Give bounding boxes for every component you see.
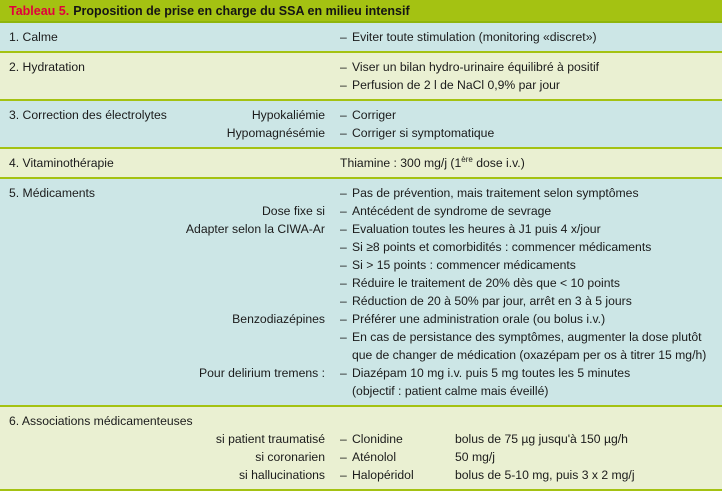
row-qualifier: Hypokaliémie (251, 108, 325, 122)
row-line (0, 58, 722, 76)
bullet-dash-icon: – (340, 258, 347, 272)
row-dose-text: bolus de 75 µg jusqu'à 150 µg/h (455, 432, 628, 446)
row-body-text: Perfusion de 2 l de NaCl 0,9% par jour (352, 78, 560, 92)
row-body-text: Eviter toute stimulation (monitoring «discret») (352, 30, 597, 44)
bullet-dash-icon: – (340, 312, 347, 326)
row-line (0, 124, 722, 142)
row-body-text: Préférer une administration orale (ou bolus i.v.) (352, 312, 606, 326)
ordinal-superscript: ère (461, 154, 473, 164)
row-line (0, 448, 722, 466)
table-body (0, 23, 722, 491)
row-title: 6. Associations médicamenteuses (9, 414, 193, 428)
bullet-dash-icon: – (340, 108, 347, 122)
bullet-dash-icon: – (340, 276, 347, 290)
bullet-dash-icon: – (340, 126, 347, 140)
row-dose-text: 50 mg/j (455, 450, 495, 464)
row-line (0, 346, 722, 364)
row-body-text: Si > 15 points : commencer médicaments (352, 258, 576, 272)
table-row (0, 101, 722, 149)
row-line (0, 256, 722, 274)
row-line (0, 292, 722, 310)
row-body-text: En cas de persistance des symptômes, augmenter la dose plutôt (352, 330, 702, 344)
row-body-text: Si ≥8 points et comorbidités : commencer médicaments (352, 240, 652, 254)
bullet-dash-icon: – (340, 366, 347, 380)
table-row (0, 23, 722, 53)
row-body-text: Pas de prévention, mais traitement selon symptômes (352, 186, 639, 200)
bullet-dash-icon: – (340, 330, 347, 344)
row-body-text: Réduction de 20 à 50% par jour, arrêt en 3 à 5 jours (352, 294, 632, 308)
row-title: 1. Calme (9, 30, 58, 44)
row-title: 5. Médicaments (9, 186, 96, 200)
bullet-dash-icon: – (340, 222, 347, 236)
row-line (0, 202, 722, 220)
row-line (0, 328, 722, 346)
row-qualifier: si patient traumatisé (215, 432, 325, 446)
row-body-text: Diazépam 10 mg i.v. puis 5 mg toutes les 5 minutes (352, 366, 631, 380)
row-body-text: Corriger si symptomatique (352, 126, 495, 140)
table-row (0, 149, 722, 179)
row-body-text: Réduire le traitement de 20% dès que < 10 points (352, 276, 620, 290)
bullet-dash-icon: – (340, 60, 347, 74)
caption-title: Proposition de prise en charge du SSA en milieu intensif (73, 3, 410, 18)
table-caption-header (0, 0, 722, 23)
row-qualifier: si hallucinations (238, 468, 325, 482)
bullet-dash-icon: – (340, 450, 347, 464)
row-qualifier: Pour delirium tremens : (199, 366, 325, 380)
bullet-dash-icon: – (340, 432, 347, 446)
row-qualifier: si coronarien (255, 450, 325, 464)
row-body-text: que de changer de médication (oxazépam per os à titrer 15 mg/h) (352, 348, 707, 362)
row-body-text: Corriger (352, 108, 397, 122)
row-body-text: (objectif : patient calme mais éveillé) (352, 384, 549, 398)
row-dose-text: bolus de 5-10 mg, puis 3 x 2 mg/j (455, 468, 635, 482)
row-line (0, 106, 722, 124)
bullet-dash-icon: – (340, 186, 347, 200)
bullet-dash-icon: – (340, 204, 347, 218)
row-line (0, 76, 722, 94)
row-body-text: Thiamine : 300 mg/j (1ère dose i.v.) (340, 154, 525, 170)
row-body-text: Antécédent de syndrome de sevrage (352, 204, 552, 218)
row-title-line (0, 412, 722, 430)
table-row (0, 179, 722, 407)
row-line (0, 274, 722, 292)
row-title: 2. Hydratation (9, 60, 85, 74)
row-line (0, 364, 722, 382)
row-body-text: Halopéridol (352, 468, 414, 482)
row-title: 4. Vitaminothérapie (9, 156, 114, 170)
row-body-text: Clonidine (352, 432, 403, 446)
bullet-dash-icon: – (340, 78, 347, 92)
row-title: 3. Correction des électrolytes (9, 108, 167, 122)
row-line (0, 220, 722, 238)
row-line (0, 28, 722, 46)
row-body-text: Aténolol (352, 450, 397, 464)
row-qualifier: Adapter selon la CIWA-Ar (185, 222, 325, 236)
table-row (0, 407, 722, 491)
row-body-text: Viser un bilan hydro-urinaire équilibré à positif (352, 60, 600, 74)
row-line (0, 184, 722, 202)
table-row (0, 53, 722, 101)
row-qualifier: Benzodiazépines (232, 312, 325, 326)
row-line (0, 310, 722, 328)
bullet-dash-icon: – (340, 294, 347, 308)
row-line (0, 154, 722, 172)
bullet-dash-icon: – (340, 468, 347, 482)
bullet-dash-icon: – (340, 30, 347, 44)
row-qualifier: Hypomagnésémie (226, 126, 325, 140)
row-line (0, 382, 722, 400)
row-qualifier: Dose fixe si (262, 204, 325, 218)
row-line (0, 430, 722, 448)
bullet-dash-icon: – (340, 240, 347, 254)
row-line (0, 238, 722, 256)
row-body-text: Evaluation toutes les heures à J1 puis 4 x/jour (352, 222, 601, 236)
caption-number: Tableau 5. (9, 3, 70, 18)
row-line (0, 466, 722, 484)
